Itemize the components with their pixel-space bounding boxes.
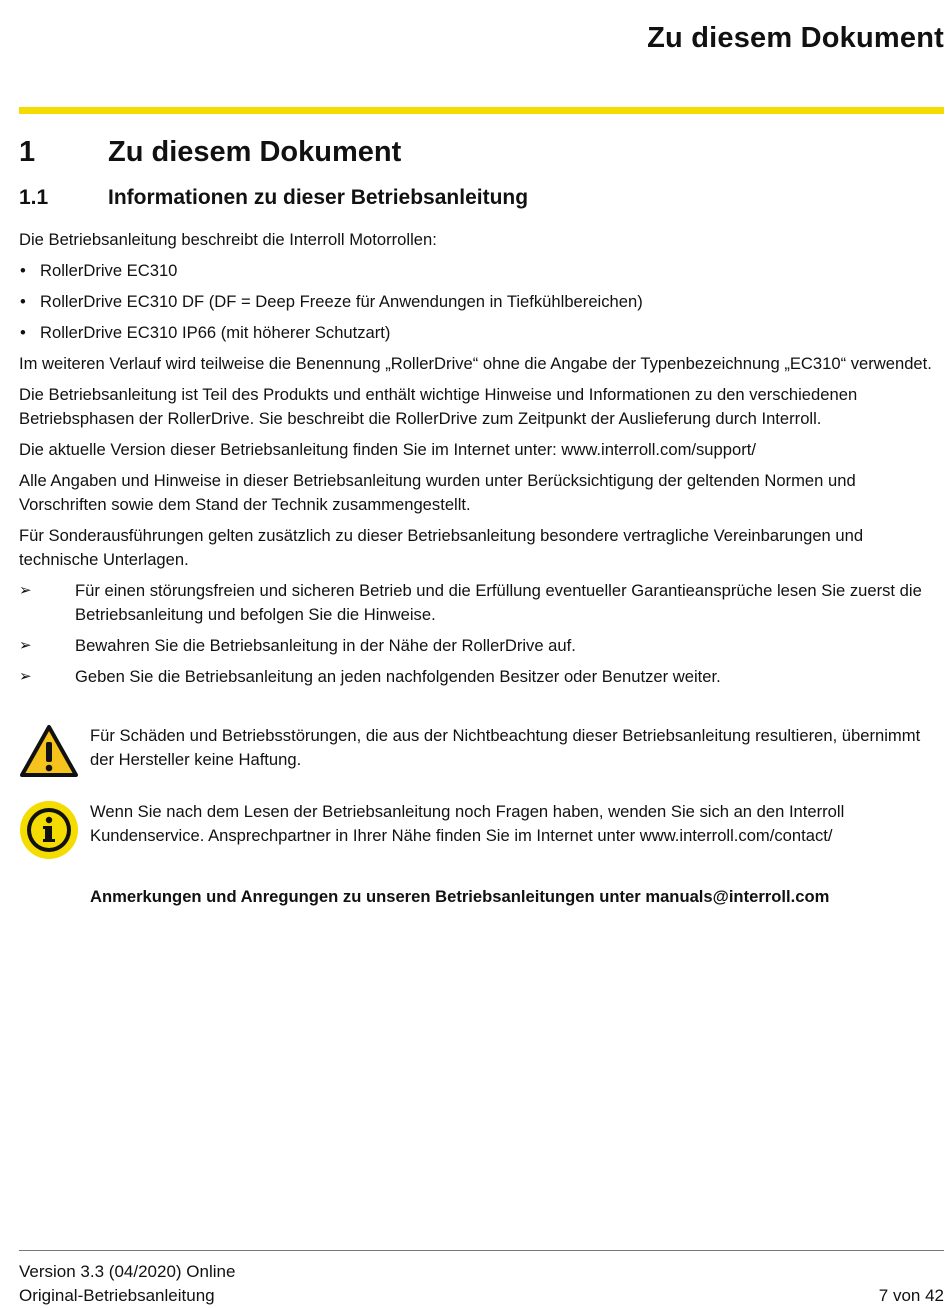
list-item-text: RollerDrive EC310 [40, 261, 178, 280]
section-number: 1 [19, 136, 36, 168]
instruction-item [19, 665, 944, 689]
footer-doc-type: Original-Betriebsanleitung [19, 1286, 215, 1305]
list-item-text: RollerDrive EC310 DF (DF = Deep Freeze für Anwendungen in Tiefkühlbereichen) [40, 292, 643, 311]
instruction-text: Geben Sie die Betriebsanleitung an jeden nachfolgenden Besitzer oder Benutzer weiter. [75, 667, 721, 686]
arrow-bullet-icon: ➢ [19, 668, 32, 685]
instruction-list [19, 579, 944, 689]
section-title: Zu diesem Dokument [108, 136, 402, 168]
paragraph: Die Betriebsanleitung ist Teil des Produkts und enthält wichtige Hinweise und Informationen zu den verschiedenen Betriebsphasen der RollerDrive. Sie beschreibt die RollerDrive zum Zeitpunkt der Auslieferung durch Interroll. [19, 385, 858, 428]
warning-text: Für Schäden und Betriebsstörungen, die aus der Nichtbeachtung dieser Betriebsanleitung resultieren, übernimmt der Hersteller keine Haftung. [90, 726, 921, 769]
instruction-text: Für einen störungsfreien und sicheren Betrieb und die Erfüllung eventueller Garantieansprüche lesen Sie zuerst die Betriebsanleitung und befolgen Sie die Hinweise. [75, 581, 922, 624]
info-text: Wenn Sie nach dem Lesen der Betriebsanleitung noch Fragen haben, wenden Sie sich an den Interroll Kundenservice. Ansprechpartner in Ihrer Nähe finden Sie im Internet unter www.interroll.com/contact/ [90, 802, 845, 845]
arrow-bullet-icon: ➢ [19, 582, 32, 599]
header-yellow-rule [19, 107, 944, 114]
warning-triangle-icon [19, 724, 79, 785]
instruction-item [19, 634, 944, 658]
paragraph: Für Sonderausführungen gelten zusätzlich zu dieser Betriebsanleitung besondere vertragliche Vereinbarungen und technische Unterlagen. [19, 526, 864, 569]
paragraph: Die aktuelle Version dieser Betriebsanleitung finden Sie im Internet unter: www.interroll.com/support/ [19, 440, 756, 459]
list-item-text: RollerDrive EC310 IP66 (mit höherer Schutzart) [40, 323, 391, 342]
bullet-dot: • [20, 292, 26, 311]
arrow-bullet-icon: ➢ [19, 637, 32, 654]
paragraph: Im weiteren Verlauf wird teilweise die Benennung „RollerDrive“ ohne die Angabe der Typenbezeichnung „EC310“ verwendet. [19, 354, 932, 373]
list-item [19, 321, 944, 345]
subsection-title: Informationen zu dieser Betriebsanleitung [108, 186, 529, 209]
product-list [19, 259, 944, 345]
list-item [19, 259, 944, 283]
footer-rule [19, 1250, 944, 1251]
subsection-number: 1.1 [19, 186, 49, 209]
paragraph: Alle Angaben und Hinweise in dieser Betriebsanleitung wurden unter Berücksichtigung der geltenden Normen und Vorschriften sowie dem Stand der Technik zusammengestellt. [19, 471, 856, 514]
list-item [19, 290, 944, 314]
running-header: Zu diesem Dokument [647, 22, 944, 54]
footer-version: Version 3.3 (04/2020) Online [19, 1262, 236, 1281]
instruction-text: Bewahren Sie die Betriebsanleitung in der Nähe der RollerDrive auf. [75, 636, 576, 655]
page-number: 7 von 42 [878, 1286, 944, 1305]
info-circle-icon [19, 800, 79, 867]
feedback-remark: Anmerkungen und Anregungen zu unseren Betriebsanleitungen unter manuals@interroll.com [90, 887, 830, 906]
footer-left [19, 1260, 235, 1308]
intro-paragraph: Die Betriebsanleitung beschreibt die Interroll Motorrollen: [19, 230, 437, 249]
body-text [19, 228, 944, 696]
bullet-dot: • [20, 323, 26, 342]
instruction-item [19, 579, 944, 627]
bullet-dot: • [20, 261, 26, 280]
